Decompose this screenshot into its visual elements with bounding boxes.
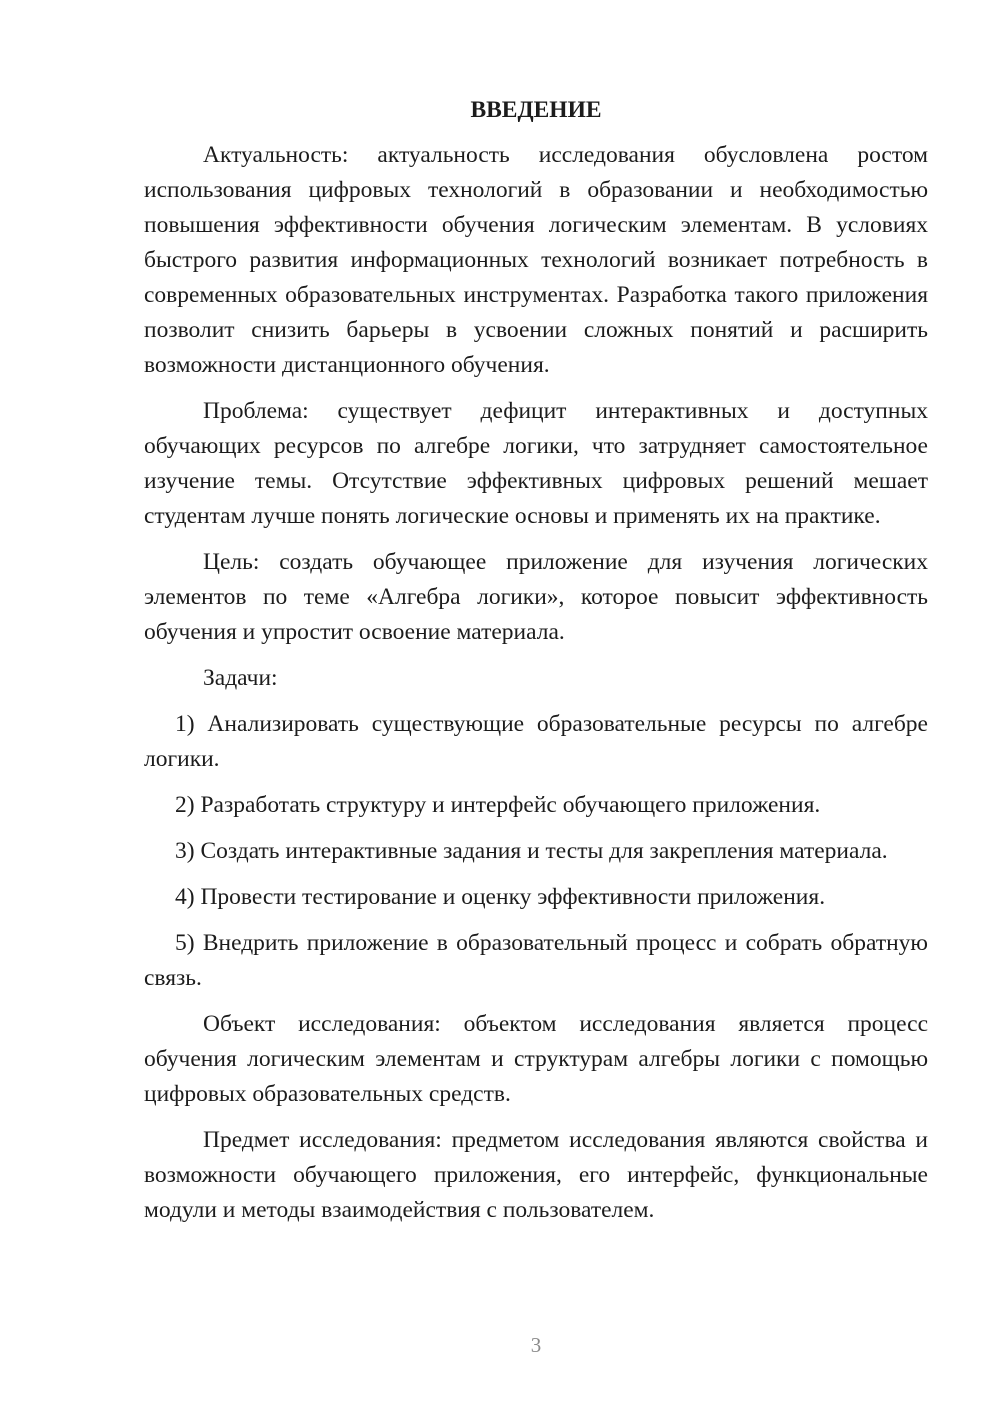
tasks-label: Задачи: xyxy=(203,665,278,691)
task-item: 3) Создать интерактивные задания и тесты для закрепления материала. xyxy=(175,838,888,864)
section-heading: ВВЕДЕНИЕ xyxy=(470,97,602,123)
task-item: 1) Анализировать существующие образовательные ресурсы по алгебре логики. xyxy=(144,711,928,772)
task-item: 4) Провести тестирование и оценку эффективности приложения. xyxy=(175,884,826,910)
research-subject-paragraph: Предмет исследования: предметом исследования являются свойства и возможности обучающего приложения, его интерфейс, функциональные модули и методы взаимодействия с пользователем. xyxy=(144,1127,928,1223)
page-body xyxy=(144,95,928,1239)
task-item: 2) Разработать структуру и интерфейс обучающего приложения. xyxy=(175,792,821,818)
research-object-paragraph: Объект исследования: объектом исследования является процесс обучения логическим элементам и структурам алгебры логики с помощью цифровых образовательных средств. xyxy=(144,1011,928,1107)
goal-paragraph: Цель: создать обучающее приложение для изучения логических элементов по теме «Алгебра логики», которое повысит эффективность обучения и упростит освоение материала. xyxy=(144,549,928,645)
relevance-paragraph: Актуальность: актуальность исследования обусловлена ростом использования цифровых технологий в образовании и необходимостью повышения эффективности обучения логическим элементам. В условиях быстрого развития информационных технологий возникает потребность в современных образовательных инструментах. Разработка такого приложения позволит снизить барьеры в усвоении сложных понятий и расширить возможности дистанционного обучения. xyxy=(144,142,928,378)
page-number: 3 xyxy=(530,1333,542,1357)
problem-paragraph: Проблема: существует дефицит интерактивных и доступных обучающих ресурсов по алгебре логики, что затрудняет самостоятельное изучение темы. Отсутствие эффективных цифровых решений мешает студентам лучше понять логические основы и применять их на практике. xyxy=(144,398,928,529)
task-item: 5) Внедрить приложение в образовательный процесс и собрать обратную связь. xyxy=(144,930,928,991)
